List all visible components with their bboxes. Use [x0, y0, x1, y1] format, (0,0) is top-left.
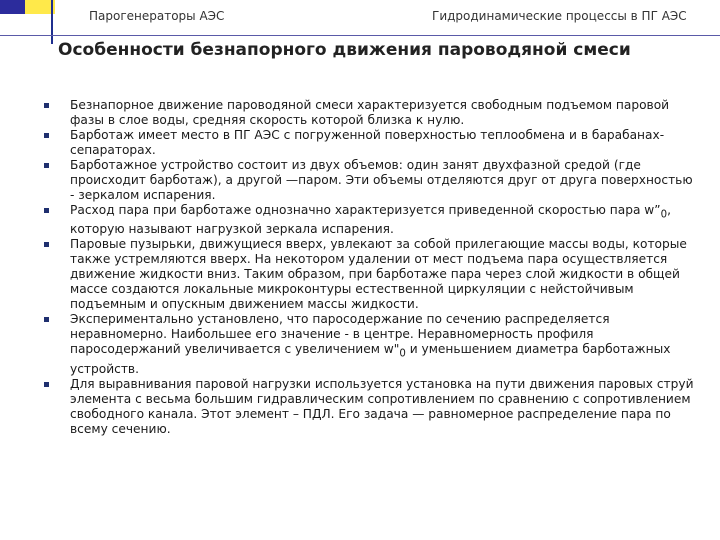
header-left-text: Парогенераторы АЭС	[89, 9, 225, 23]
bullet-text: Экспериментально установлено, что паросодержание по сечению распределяется неравномерно. Наибольшее его значение - в центре. Неравномерность профиля паросодержаний увеличивается с увеличением w"	[70, 312, 610, 357]
bullet-item	[40, 158, 700, 203]
bullet-text: Для выравнивания паровой нагрузки используется установка на пути движения паровых струй элемента с весьма большим гидравлическим сопротивлением по сравнению с сопротивлением свободного канала. Этот элемент – ПДЛ. Его задача — равномерное распределение пара по всему сечению.	[70, 376, 694, 436]
bullet-item	[40, 377, 700, 437]
bullet-item	[40, 312, 700, 376]
bullet-item	[40, 128, 700, 158]
bullet-item	[40, 203, 700, 237]
bullet-text: Расход пара при барботаже однозначно характеризуется приведенной скоростью пара w”	[70, 203, 661, 217]
header-right-text: Гидродинамические процессы в ПГ АЭС	[432, 9, 687, 23]
square-bullet-icon	[44, 242, 49, 247]
slide-title: Особенности безнапорного движения пароводяной смеси	[58, 40, 631, 60]
square-bullet-icon	[44, 208, 49, 213]
square-bullet-icon	[44, 317, 49, 322]
bullet-text-continued: и уменьшением диаметра барботажных устройств.	[70, 342, 671, 376]
bullet-item	[40, 98, 700, 128]
bullet-item	[40, 237, 700, 312]
bullet-text: Барботаж имеет место в ПГ АЭС с погруженной поверхностью теплообмена и в барабанах-сепараторах.	[70, 128, 665, 157]
bullet-text-continued: , которую называют нагрузкой зеркала испарения.	[70, 203, 671, 237]
square-bullet-icon	[44, 103, 49, 108]
decor-blue-square	[0, 0, 25, 14]
header-divider	[0, 35, 720, 36]
square-bullet-icon	[44, 163, 49, 168]
subscript-zero: 0	[399, 348, 406, 360]
decor-vertical-line	[51, 0, 53, 44]
bullet-text: Паровые пузырьки, движущиеся вверх, увлекают за собой прилегающие массы воды, которые также устремляются вверх. На некотором удалении от мест подъема пара осуществляется движение жидкости вниз. Таким образом, при барботаже пара через слой жидкости в общей массе создаются локальные микроконтуры естественной циркуляции с нейстойчивым подъемным и опускным движением массы жидкости.	[70, 237, 687, 312]
bullet-text: Барботажное устройство состоит из двух объемов: один занят двухфазной средой (где происходит барботаж), а другой —паром. Эти объемы отделяются друг от друга поверхностью - зеркалом испарения.	[70, 158, 693, 202]
bullet-text: Безнапорное движение пароводяной смеси характеризуется свободным подъемом паровой фазы в слое воды, средняя скорость которой близка к нулю.	[70, 98, 670, 127]
square-bullet-icon	[44, 133, 49, 138]
bullet-list	[40, 98, 700, 437]
square-bullet-icon	[44, 382, 49, 387]
subscript-zero: 0	[660, 209, 668, 221]
